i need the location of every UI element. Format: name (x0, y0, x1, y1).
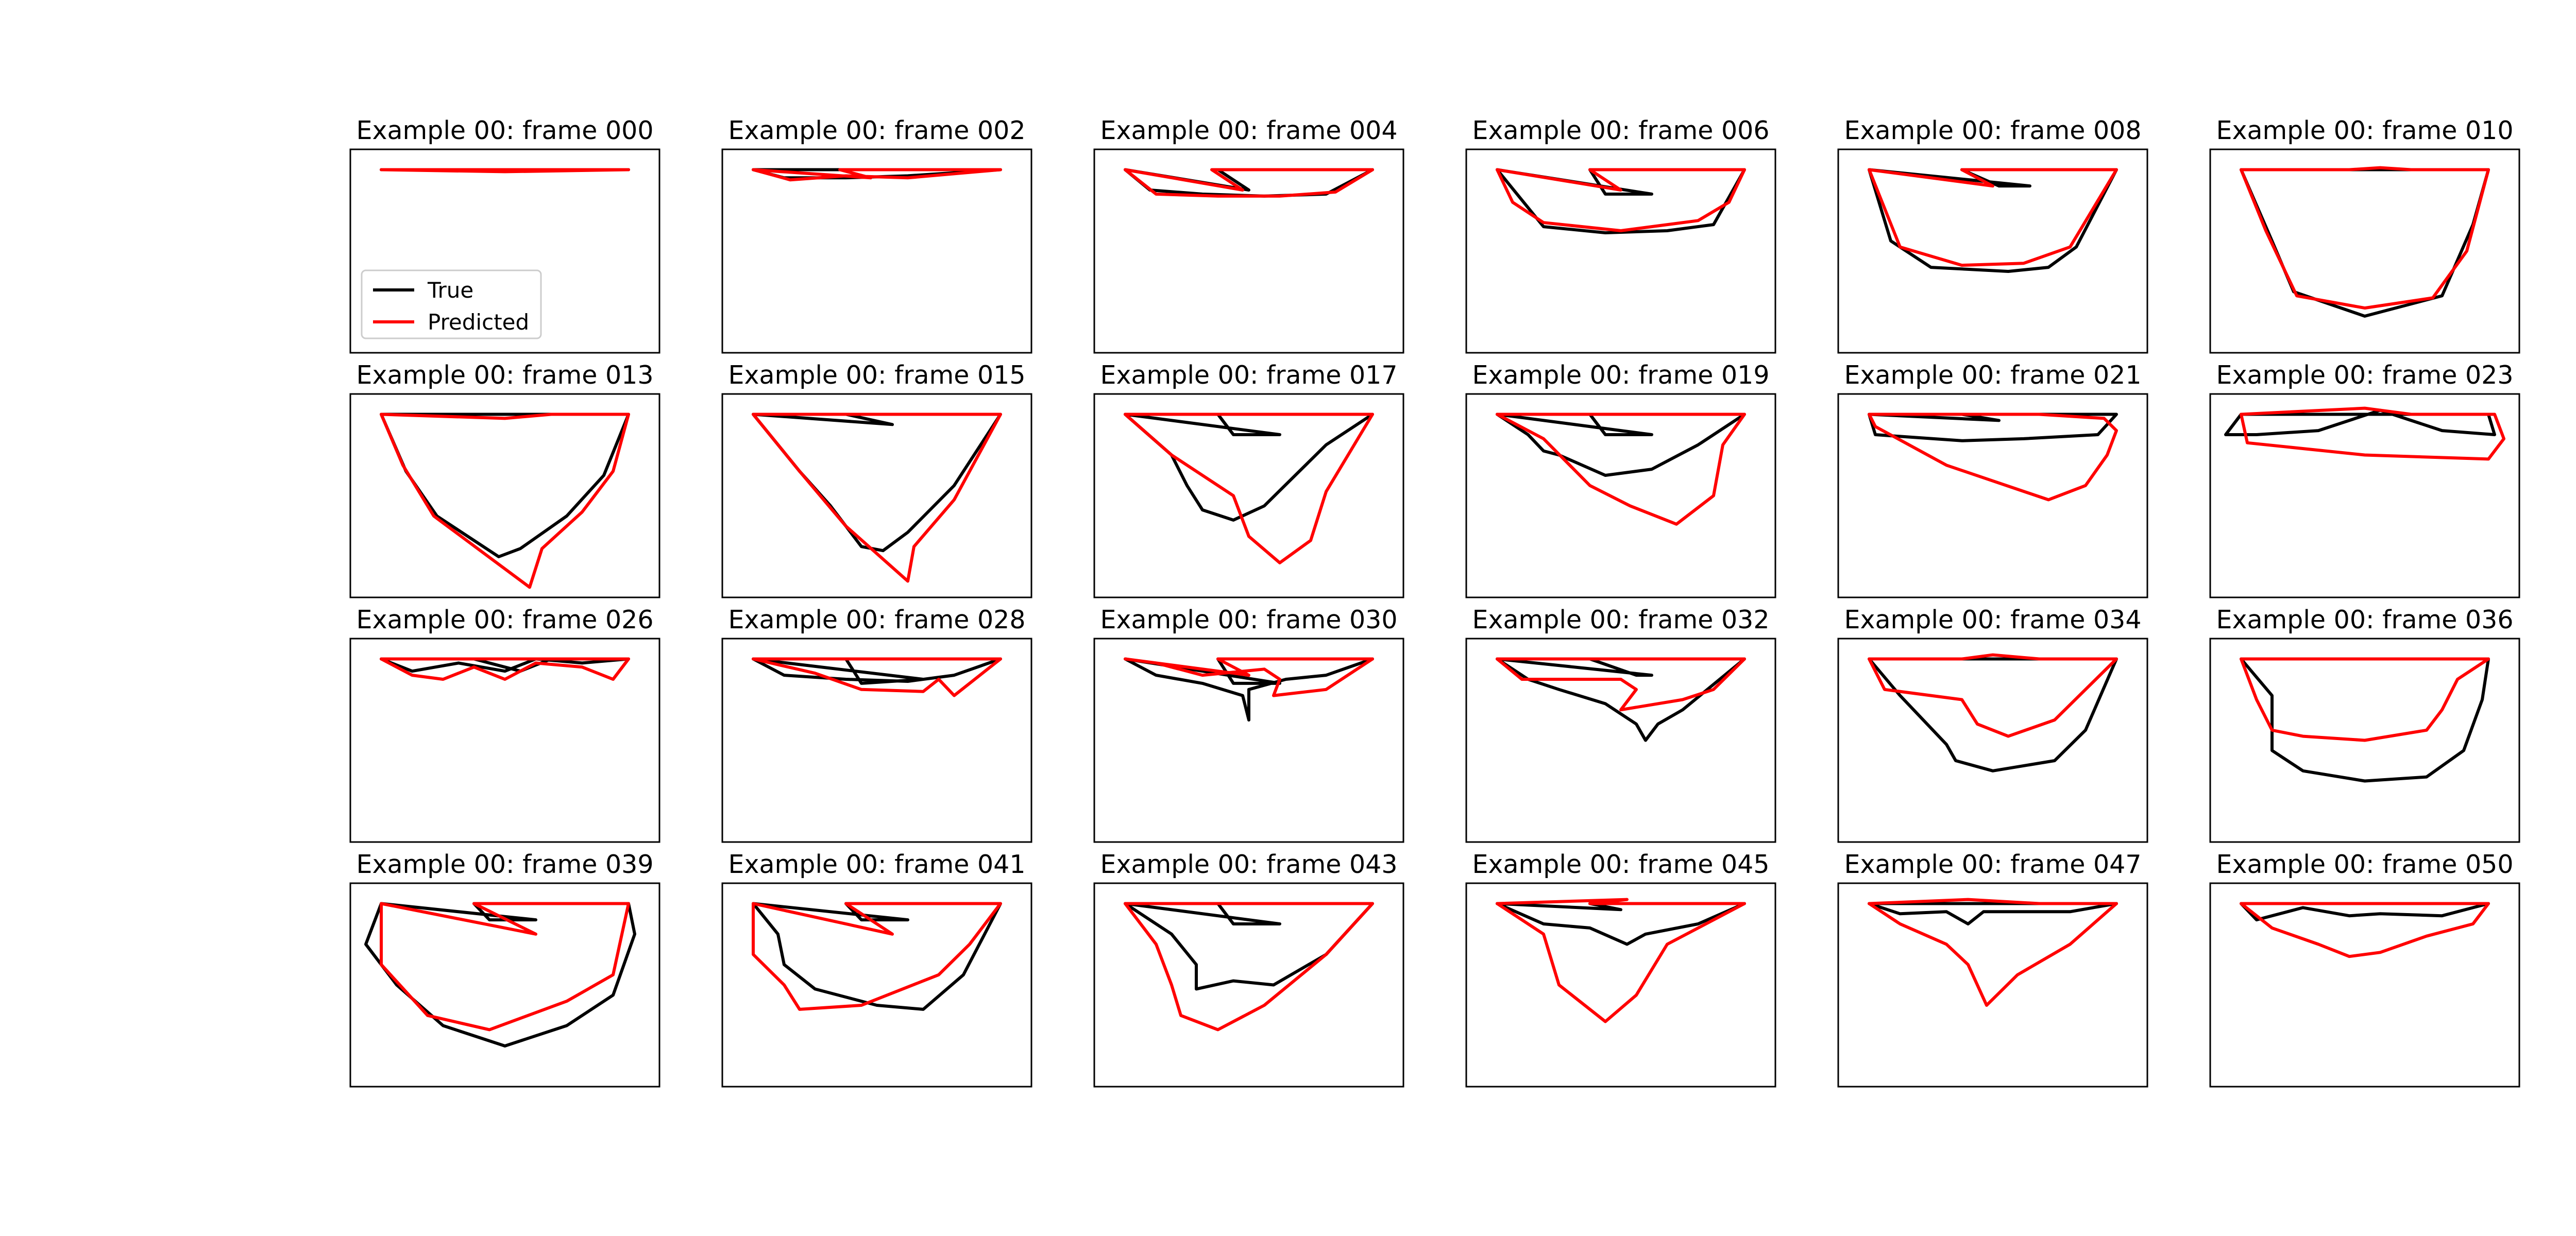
series-line-predicted (381, 170, 629, 172)
panel-title: Example 00: frame 010 (2216, 116, 2514, 145)
legend-label: True (428, 278, 474, 303)
legend (362, 270, 541, 338)
panel-title: Example 00: frame 034 (1844, 605, 2142, 634)
panel-title: Example 00: frame 041 (728, 850, 1026, 879)
panel-title: Example 00: frame 043 (1100, 850, 1398, 879)
panel-title: Example 00: frame 036 (2216, 605, 2514, 634)
panel-title: Example 00: frame 045 (1472, 850, 1770, 879)
panel-title: Example 00: frame 032 (1472, 605, 1770, 634)
panel-title: Example 00: frame 039 (356, 850, 654, 879)
panel-title: Example 00: frame 030 (1100, 605, 1398, 634)
panel-title: Example 00: frame 006 (1472, 116, 1770, 145)
panel-title: Example 00: frame 000 (356, 116, 654, 145)
panel-title: Example 00: frame 021 (1844, 360, 2142, 390)
panel-title: Example 00: frame 047 (1844, 850, 2142, 879)
panel-title: Example 00: frame 004 (1100, 116, 1398, 145)
panel-title: Example 00: frame 019 (1472, 360, 1770, 390)
panel-title: Example 00: frame 026 (356, 605, 654, 634)
legend-label: Predicted (428, 310, 530, 335)
panel-title: Example 00: frame 015 (728, 360, 1026, 390)
panel-title: Example 00: frame 028 (728, 605, 1026, 634)
panel-title: Example 00: frame 023 (2216, 360, 2514, 390)
panel-title: Example 00: frame 002 (728, 116, 1026, 145)
panel-title: Example 00: frame 050 (2216, 850, 2514, 879)
panel-title: Example 00: frame 017 (1100, 360, 1398, 390)
panel-title: Example 00: frame 013 (356, 360, 654, 390)
panel-title: Example 00: frame 008 (1844, 116, 2142, 145)
